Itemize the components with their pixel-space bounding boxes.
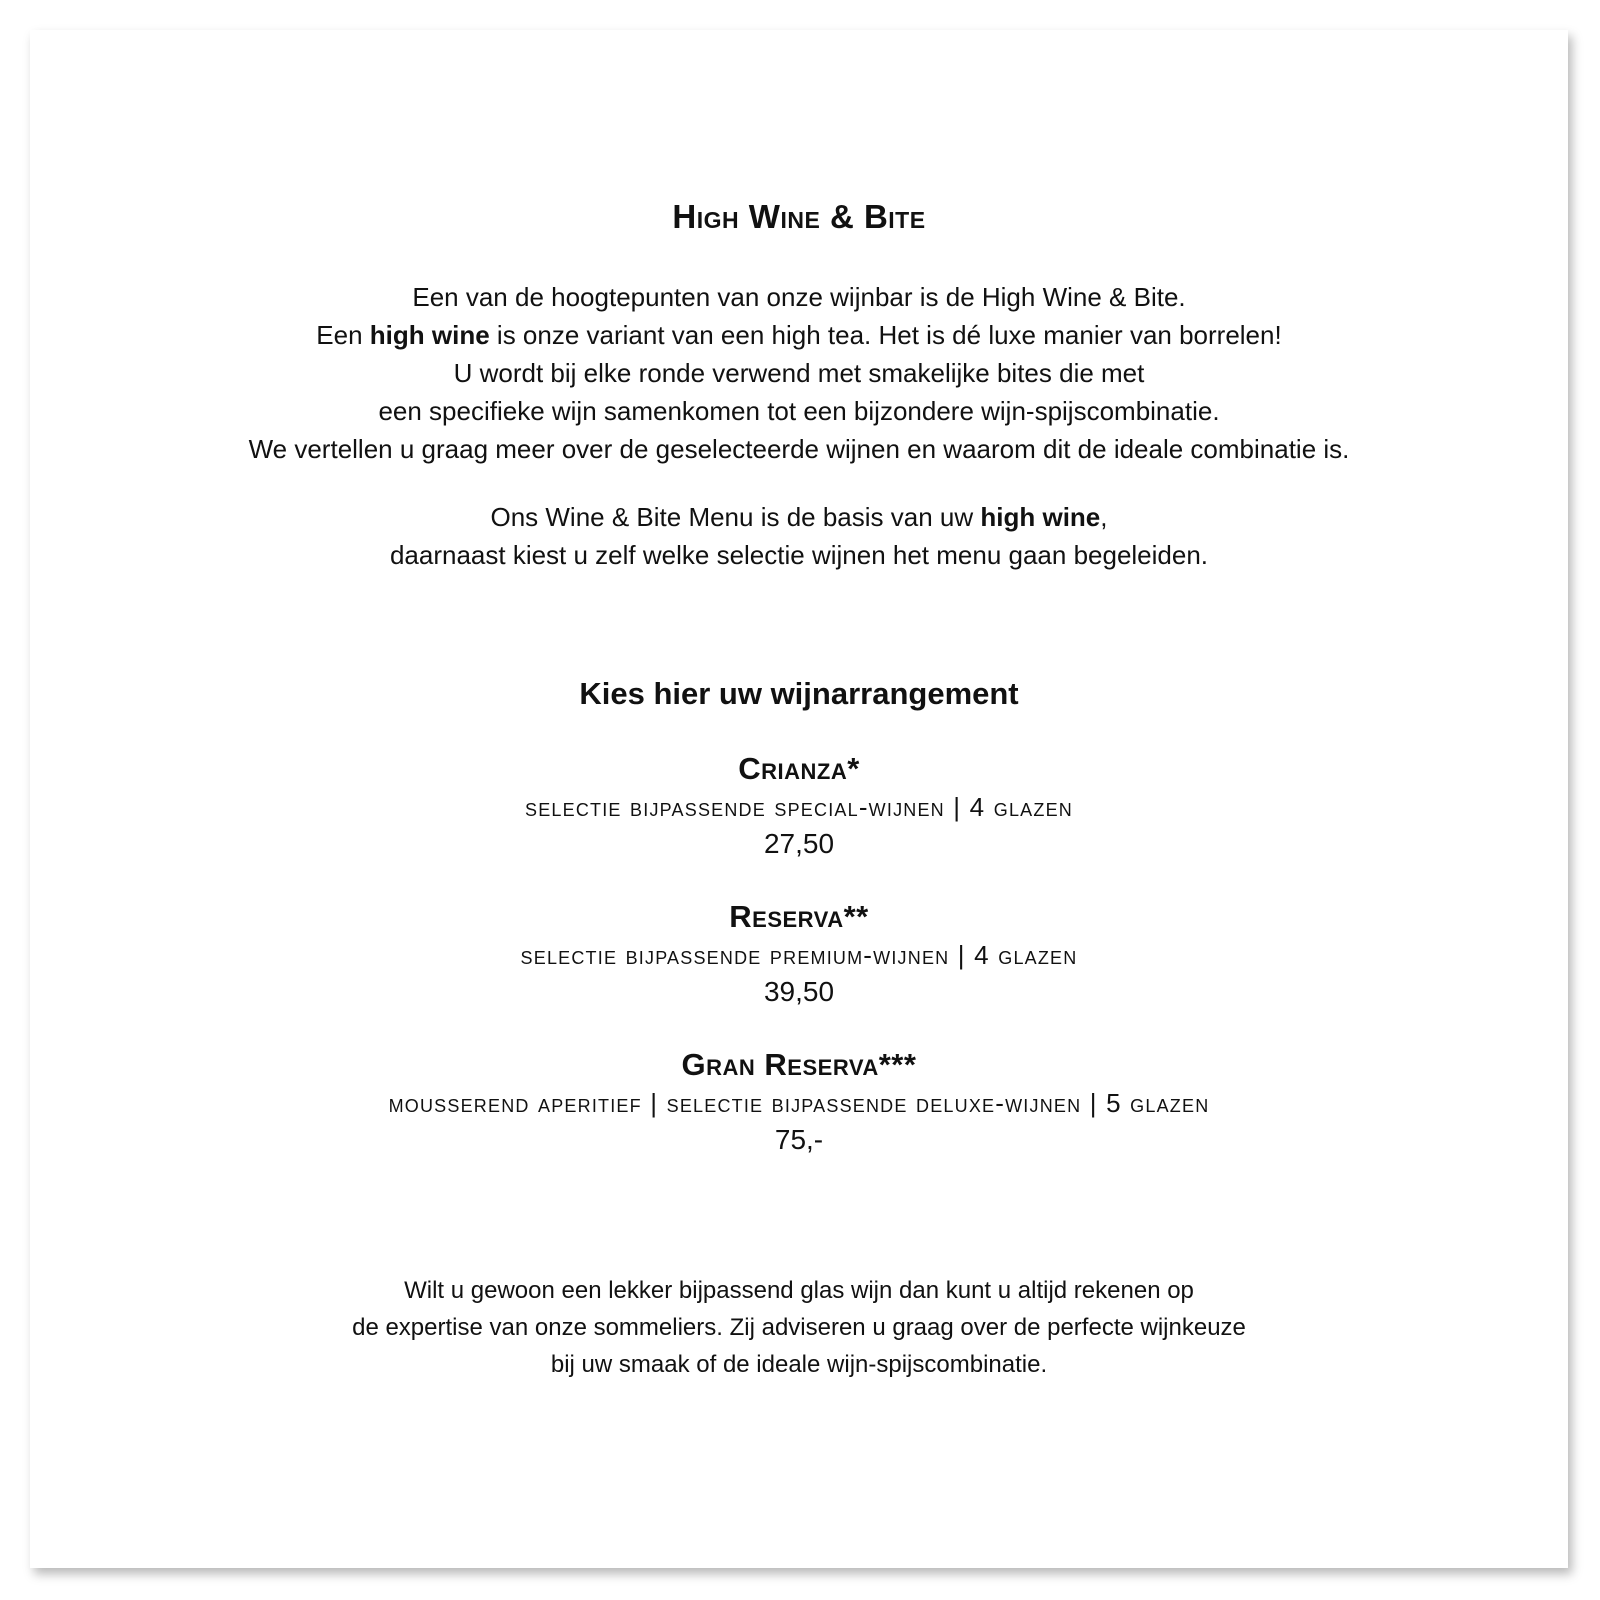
option-name: Crianza* — [738, 751, 860, 786]
sommelier-paragraph — [30, 1272, 1568, 1383]
intro-line-1: Een van de hoogtepunten van onze wijnbar is de High Wine & Bite. — [412, 282, 1186, 312]
outro-line-3: bij uw smaak of de ideale wijn-spijscombinatie. — [550, 1351, 1048, 1378]
arrangement-option-crianza — [30, 750, 1568, 862]
intro-line-2-start: Een — [316, 320, 370, 350]
intro-line-4: een specifieke wijn samenkomen tot een bijzondere wijn-spijscombinatie. — [378, 396, 1220, 426]
intro-line-5: We vertellen u graag meer over de geselecteerde wijnen en waarom dit de ideale combinatie is. — [248, 434, 1350, 464]
option-name: Reserva** — [729, 899, 869, 934]
arrangement-option-gran-reserva — [30, 1046, 1568, 1158]
option-description: selectie bijpassende premium-wijnen | 4 glazen — [520, 940, 1078, 970]
intro-line-2-highlight: high wine — [369, 320, 490, 350]
option-price: 27,50 — [763, 828, 835, 859]
arrangement-heading: Kies hier uw wijnarrangement — [579, 676, 1019, 711]
page-title: High Wine & Bite — [672, 198, 926, 235]
basis-line-1-end: , — [1100, 502, 1108, 532]
intro-line-3: U wordt bij elke ronde verwend met smakelijke bites die met — [453, 358, 1145, 388]
outro-line-1: Wilt u gewoon een lekker bijpassend glas wijn dan kunt u altijd rekenen op — [404, 1277, 1194, 1304]
outro-line-2: de expertise van onze sommeliers. Zij adviseren u graag over de perfecte wijnkeuze — [352, 1314, 1246, 1341]
menu-card — [30, 30, 1568, 1568]
option-price: 75,- — [774, 1124, 824, 1155]
intro-paragraph — [30, 278, 1568, 468]
basis-line-1-start: Ons Wine & Bite Menu is de basis van uw — [490, 502, 981, 532]
intro-line-2 — [30, 316, 1568, 354]
option-description: selectie bijpassende special-wijnen | 4 glazen — [525, 792, 1073, 822]
option-price: 39,50 — [763, 976, 835, 1007]
option-name: Gran Reserva*** — [681, 1047, 917, 1082]
basis-line-1 — [30, 498, 1568, 536]
intro-line-2-end: is onze variant van een high tea. Het is dé luxe manier van borrelen! — [489, 320, 1282, 350]
option-description: mousserend aperitief | selectie bijpassende deluxe-wijnen | 5 glazen — [388, 1088, 1210, 1118]
basis-line-1-highlight: high wine — [980, 502, 1101, 532]
arrangement-option-reserva — [30, 898, 1568, 1010]
basis-line-2: daarnaast kiest u zelf welke selectie wijnen het menu gaan begeleiden. — [389, 540, 1209, 570]
menu-basis-paragraph — [30, 498, 1568, 574]
